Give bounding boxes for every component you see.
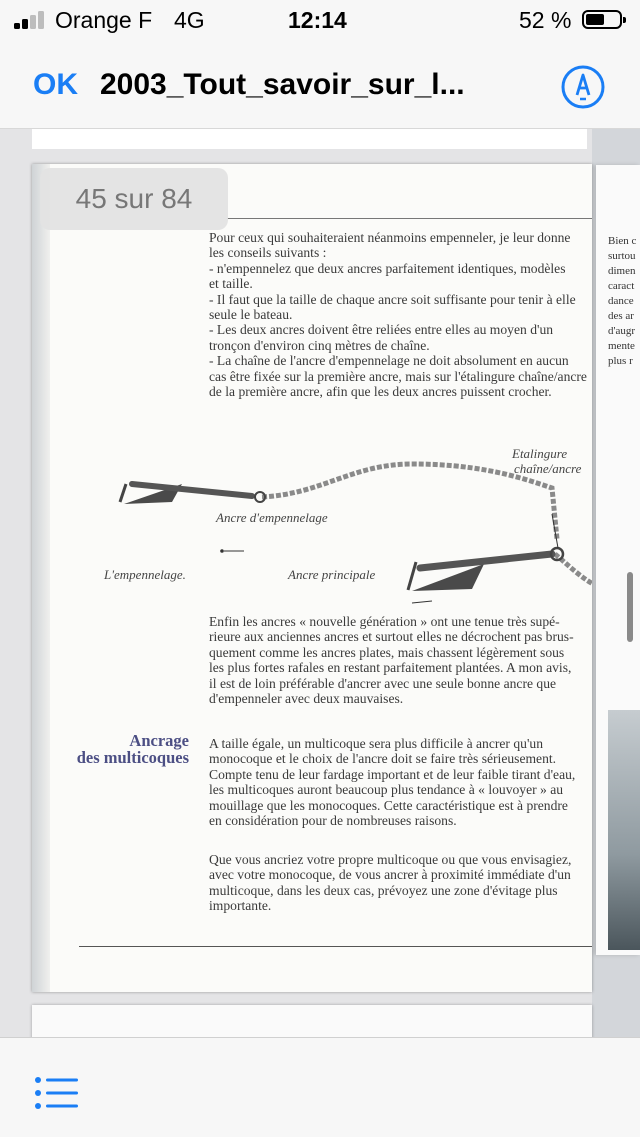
status-bar <box>0 0 640 42</box>
label-ancre-empennelage: Ancre d'empennelage <box>216 510 328 525</box>
document-title: 2003_Tout_savoir_sur_l... <box>100 68 465 101</box>
section-heading-multicoques: Ancrage des multicoques <box>76 731 189 767</box>
document-page <box>32 164 592 992</box>
next-page-photo <box>608 710 640 950</box>
list-icon[interactable] <box>34 1076 80 1110</box>
next-page-edge: Bien c surtou dimen caract dance des ar d'augr mente plus r <box>596 165 640 955</box>
paragraph-multicoques: A taille égale, un multicoque sera plus difficile à ancrer qu'un monocoque et le choix de l'ancre doit se faire très sérieusement. Compte tenu de leur fardage important et de leur faible tirant d'eau, les multicoques auront beaucoup plus tendance à « louvoyer » au mouillage que les monocoques. Cette caractéristique est à prendre en considération pour de nombreuses raisons. <box>209 736 576 829</box>
markup-pencil-icon[interactable] <box>560 64 606 110</box>
footer-rule <box>79 946 592 947</box>
bottom-toolbar <box>0 1037 640 1137</box>
anchor-principale-icon <box>408 548 563 591</box>
paragraph-zone-evitage: Que vous ancriez votre propre multicoque ou que vous envisagiez, avec votre monocoque, de vous ancrer à proximité immédiate d'un multicoque, dans les deux cas, prévoyez une zone d'évitage plus importante. <box>209 852 572 914</box>
navigation-bar <box>0 42 640 129</box>
battery-percent: 52 % <box>519 7 572 33</box>
carrier-name: Orange F <box>55 7 153 33</box>
signal-strength-icon <box>14 11 48 29</box>
network-type: 4G <box>174 7 205 33</box>
label-ancre-principale: Ancre principale <box>288 567 376 582</box>
battery-icon <box>582 10 622 29</box>
label-etalingure-1: Etalingure <box>512 446 568 461</box>
figure-caption: L'empennelage. <box>104 567 186 582</box>
anchor-empennelage-icon <box>120 484 265 504</box>
clock: 12:14 <box>288 7 347 33</box>
scroll-indicator[interactable] <box>627 572 633 642</box>
following-page-edge <box>32 1005 592 1037</box>
document-viewer[interactable] <box>0 129 640 1037</box>
page-number-badge: 45 sur 84 <box>40 168 228 230</box>
previous-page-edge <box>32 129 587 149</box>
done-button[interactable]: OK <box>33 68 78 101</box>
label-etalingure-2: chaîne/ancre <box>514 461 582 476</box>
paragraph-nouvelle-generation: Enfin les ancres « nouvelle génération » ont une tenue très supé- rieure aux anciennes ancres et surtout elles ne décrochent pas brus- quement comme les ancres plates, mais chassent légèrement sous les plus fortes rafales en restant parfaitement plantées. A mon avis, il est de loin préférable d'ancrer avec une seule bonne ancre que d'empenneler avec deux mauvaises. <box>209 614 574 707</box>
paragraph-conseils: Pour ceux qui souhaiteraient néanmoins empenneler, je leur donne les conseils suivants : - n'empennelez que deux ancres parfaitement identiques, modèles et taille. - Il faut que la taille de chaque ancre soit suffisante pour tenir à elle seule le bateau. - Les deux ancres doivent être reliées entre elles au moyen d'un tronçon d'environ cinq mètres de chaîne. - La chaîne de l'ancre d'empennelage ne doit absolument en aucun cas être fixée sur la première ancre, mais sur l'étalingure chaîne/ancre de la première ancre, afin que les deux ancres puissent crocher. <box>209 230 587 400</box>
header-rule <box>227 218 592 219</box>
